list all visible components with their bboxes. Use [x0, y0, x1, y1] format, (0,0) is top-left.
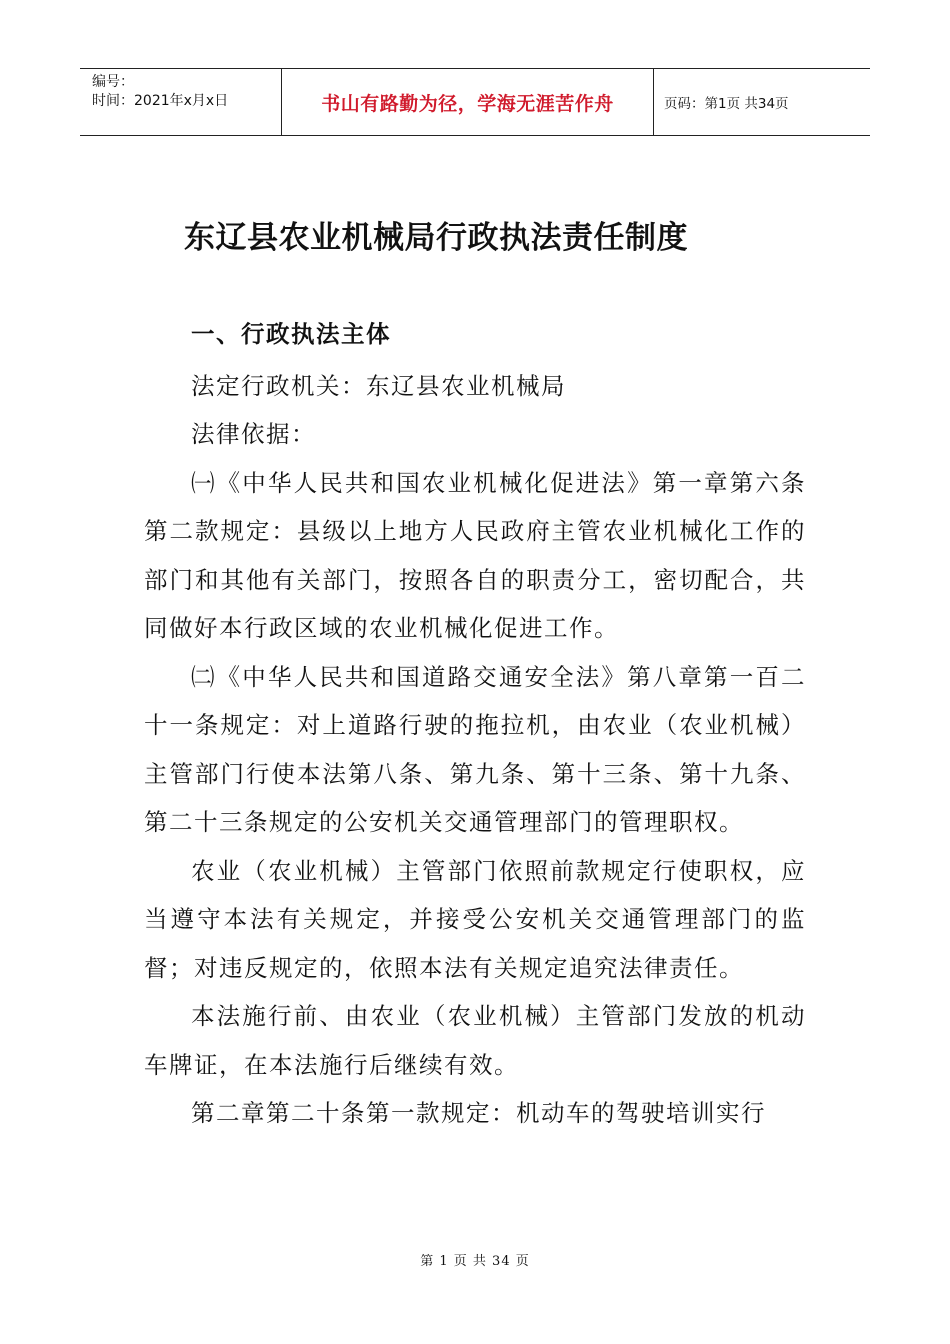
body-paragraph: 法律依据： — [191, 420, 316, 448]
body-paragraph: 本法施行前、由农业（农业机械）主管部门发放的机动车牌证，在本法施行后继续有效。 — [144, 1002, 806, 1079]
header-meta-cell — [80, 69, 282, 135]
page-header — [80, 68, 870, 136]
document-body — [144, 310, 806, 1138]
body-paragraph: 法定行政机关：东辽县农业机械局 — [191, 371, 566, 400]
header-motto: 书山有路勤为径，学海无涯苦作舟 — [282, 69, 654, 135]
page-footer: 第 1 页 共 34 页 — [420, 1254, 530, 1269]
header-page-info: 页码：第1页 共34页 — [664, 96, 789, 112]
section-heading: 一、行政执法主体 — [191, 320, 391, 348]
date-label: 时间：2021年x月x日 — [92, 93, 229, 109]
body-paragraph: ㈡《中华人民共和国道路交通安全法》第八章第一百二十一条规定：对上道路行驶的拖拉机，由农业（农业机械）主管部门行使本法第八条、第九条、第十三条、第十九条、第二十三条规定的公安机关交通管理部门的管理职权。 — [144, 662, 806, 836]
serial-label: 编号： — [92, 74, 134, 90]
body-paragraph: ㈠《中华人民共和国农业机械化促进法》第一章第六条第二款规定：县级以上地方人民政府主管农业机械化工作的部门和其他有关部门，按照各自的职责分工，密切配合，共同做好本行政区域的农业机械化促进工作。 — [144, 468, 806, 642]
body-paragraph: 农业（农业机械）主管部门依照前款规定行使职权，应当遵守本法有关规定，并接受公安机关交通管理部门的监督；对违反规定的，依照本法有关规定追究法律责任。 — [144, 856, 806, 982]
body-paragraph: 第二章第二十条第一款规定：机动车的驾驶培训实行 — [191, 1099, 766, 1127]
document-title: 东辽县农业机械局行政执法责任制度 — [184, 220, 688, 256]
